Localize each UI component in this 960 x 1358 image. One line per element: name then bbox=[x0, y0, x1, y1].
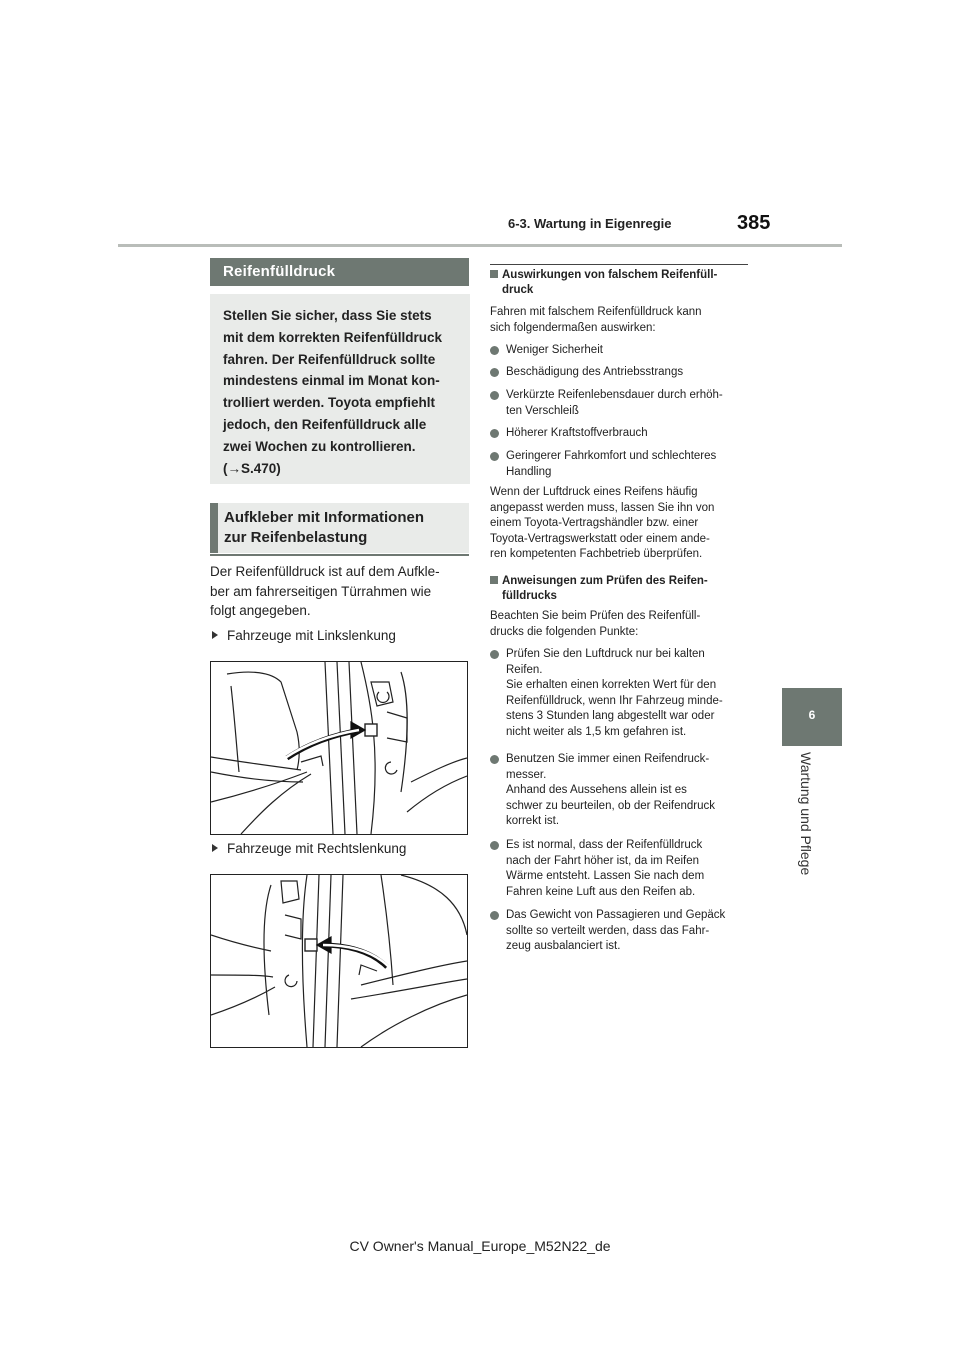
check-item bbox=[490, 752, 752, 830]
lhd-label-text: Fahrzeuge mit Linkslenkung bbox=[227, 628, 396, 643]
effects-item bbox=[490, 365, 752, 381]
text-line: sollte so verteilt werden, dass das Fahr- bbox=[506, 924, 710, 937]
chapter-number: 6 bbox=[808, 708, 816, 722]
heading-tire-label bbox=[210, 503, 469, 553]
text-line: ren kompetenten Fachbetrieb überprüfen. bbox=[490, 548, 703, 560]
intro-line: fahren. Der Reifenfülldruck sollte bbox=[223, 351, 436, 367]
page-number: 385 bbox=[737, 212, 771, 234]
heading-underline bbox=[210, 554, 469, 556]
text-line: Höherer Kraftstoffverbrauch bbox=[506, 427, 648, 439]
round-bullet-icon bbox=[490, 911, 499, 920]
text-line: Weniger Sicherheit bbox=[506, 344, 603, 356]
text-line: korrekt ist. bbox=[506, 815, 560, 827]
effects-item bbox=[490, 343, 752, 359]
text-line: Verkürzte Reifenlebensdauer durch erhöh- bbox=[506, 389, 723, 401]
text-line: Es ist normal, dass der Reifenfülldruck bbox=[506, 839, 703, 851]
lhd-label bbox=[212, 628, 396, 643]
check-heading bbox=[490, 574, 752, 604]
text-line: Reifenfülldruck, wenn Ihr Fahrzeug minde- bbox=[506, 694, 723, 707]
round-bullet-icon bbox=[490, 368, 499, 377]
text-line: Geringerer Fahrkomfort und schlechteres bbox=[506, 450, 717, 462]
text-line: sich folgendermaßen auswirken: bbox=[490, 321, 656, 334]
text-line: Beschädigung des Antriebsstrangs bbox=[506, 366, 684, 378]
intro-line: trolliert werden. Toyota empfiehlt bbox=[223, 395, 436, 411]
body-line: folgt angegeben. bbox=[210, 603, 311, 618]
text-line: Wenn der Luftdruck eines Reifens häufig bbox=[490, 486, 698, 498]
intro-box bbox=[210, 294, 470, 484]
chapter-title-container bbox=[782, 752, 842, 892]
square-bullet-icon bbox=[490, 270, 498, 278]
text-line: nach der Fahrt höher ist, da im Reifen bbox=[506, 854, 700, 867]
rhd-label bbox=[212, 841, 406, 856]
round-bullet-icon bbox=[490, 429, 499, 438]
text-line: Fahren keine Luft aus den Reifen ab. bbox=[506, 885, 696, 898]
door-frame-rhd-illustration bbox=[211, 875, 467, 1047]
intro-line: mindestens einmal im Monat kon- bbox=[223, 373, 440, 389]
body-line: ber am fahrerseitigen Türrahmen wie bbox=[210, 583, 432, 599]
heading-line: zur Reifenbelastung bbox=[224, 529, 368, 546]
effects-item bbox=[490, 426, 752, 442]
round-bullet-icon bbox=[490, 452, 499, 461]
check-item bbox=[490, 647, 752, 740]
chapter-tab bbox=[782, 688, 842, 746]
check-heading-line1: Anweisungen zum Prüfen des Reifen- bbox=[490, 574, 752, 589]
text-line: Sie erhalten einen korrekten Wert für den bbox=[506, 679, 717, 691]
text-line: einem Toyota-Vertragshändler bzw. einer bbox=[490, 517, 699, 529]
intro-line: jedoch, den Reifenfülldruck alle bbox=[223, 416, 427, 432]
text-line: Wärme entsteht. Lassen Sie nach dem bbox=[506, 870, 705, 882]
text-line: Beachten Sie beim Prüfen des Reifenfüll- bbox=[490, 610, 701, 622]
figure-lhd-door-frame bbox=[210, 661, 468, 835]
header-divider bbox=[118, 244, 842, 247]
right-column-rule bbox=[490, 264, 748, 265]
text-line: angepasst werden muss, lassen Sie ihn von bbox=[490, 501, 715, 514]
effects-item bbox=[490, 449, 752, 480]
text-line: Benutzen Sie immer einen Reifendruck- bbox=[506, 753, 710, 765]
text-line: Handling bbox=[506, 465, 552, 478]
heading-line: Aufkleber mit Informationen bbox=[224, 509, 425, 526]
page-reference[interactable]: (→S.470) bbox=[223, 460, 281, 476]
effects-intro bbox=[490, 305, 752, 336]
effects-heading-line1: Auswirkungen von falschem Reifenfüll- bbox=[490, 268, 752, 283]
text-line: nicht weiter als 1,5 km gefahren ist. bbox=[506, 725, 687, 738]
intro-line: zwei Wochen zu kontrollieren. bbox=[223, 438, 416, 454]
intro-line: Stellen Sie sicher, dass Sie stets bbox=[223, 308, 432, 323]
check-item bbox=[490, 838, 752, 900]
triangle-bullet-icon bbox=[212, 631, 218, 639]
square-bullet-icon bbox=[490, 576, 498, 584]
round-bullet-icon bbox=[490, 755, 499, 764]
text-line: zeug ausbalanciert ist. bbox=[506, 940, 621, 952]
text-line: Fahren mit falschem Reifenfülldruck kann bbox=[490, 306, 702, 318]
rhd-label-text: Fahrzeuge mit Rechtslenkung bbox=[227, 841, 407, 856]
round-bullet-icon bbox=[490, 391, 499, 400]
text-line: drucks die folgenden Punkte: bbox=[490, 625, 639, 638]
text-line: Prüfen Sie den Luftdruck nur bei kalten bbox=[506, 648, 705, 660]
figure-rhd-door-frame bbox=[210, 874, 468, 1048]
check-heading-line2: fülldrucks bbox=[502, 590, 557, 602]
text-line: Das Gewicht von Passagieren und Gepäck bbox=[506, 909, 726, 921]
text-line: ten Verschleiß bbox=[506, 404, 579, 417]
round-bullet-icon bbox=[490, 346, 499, 355]
round-bullet-icon bbox=[490, 841, 499, 850]
triangle-bullet-icon bbox=[212, 844, 218, 852]
text-line: schwer zu beurteilen, ob der Reifendruck bbox=[506, 799, 716, 812]
text-line: stens 3 Stunden lang abgestellt war oder bbox=[506, 710, 715, 722]
text-line: Toyota-Vertragswerkstatt oder einem ande- bbox=[490, 532, 710, 545]
text-line: Reifen. bbox=[506, 663, 543, 676]
section-label: 6-3. Wartung in Eigenregie bbox=[508, 216, 672, 231]
check-item bbox=[490, 908, 752, 955]
door-frame-lhd-illustration bbox=[211, 662, 467, 834]
check-intro bbox=[490, 609, 752, 640]
chapter-title: Wartung und Pflege bbox=[798, 752, 814, 876]
body-line: Der Reifenfülldruck ist auf dem Aufkle- bbox=[210, 564, 440, 579]
effects-heading bbox=[490, 268, 752, 298]
label-description bbox=[210, 562, 472, 621]
heading-tire-pressure: Reifenfülldruck bbox=[210, 258, 469, 286]
round-bullet-icon bbox=[490, 650, 499, 659]
effects-heading-line2: druck bbox=[502, 284, 534, 296]
text-line: messer. bbox=[506, 768, 547, 781]
effects-item bbox=[490, 388, 752, 419]
effects-outro bbox=[490, 485, 752, 563]
text-line: Anhand des Aussehens allein ist es bbox=[506, 784, 687, 796]
intro-line: mit dem korrekten Reifenfülldruck bbox=[223, 329, 443, 345]
footer-manual-id: CV Owner's Manual_Europe_M52N22_de bbox=[349, 1238, 611, 1254]
